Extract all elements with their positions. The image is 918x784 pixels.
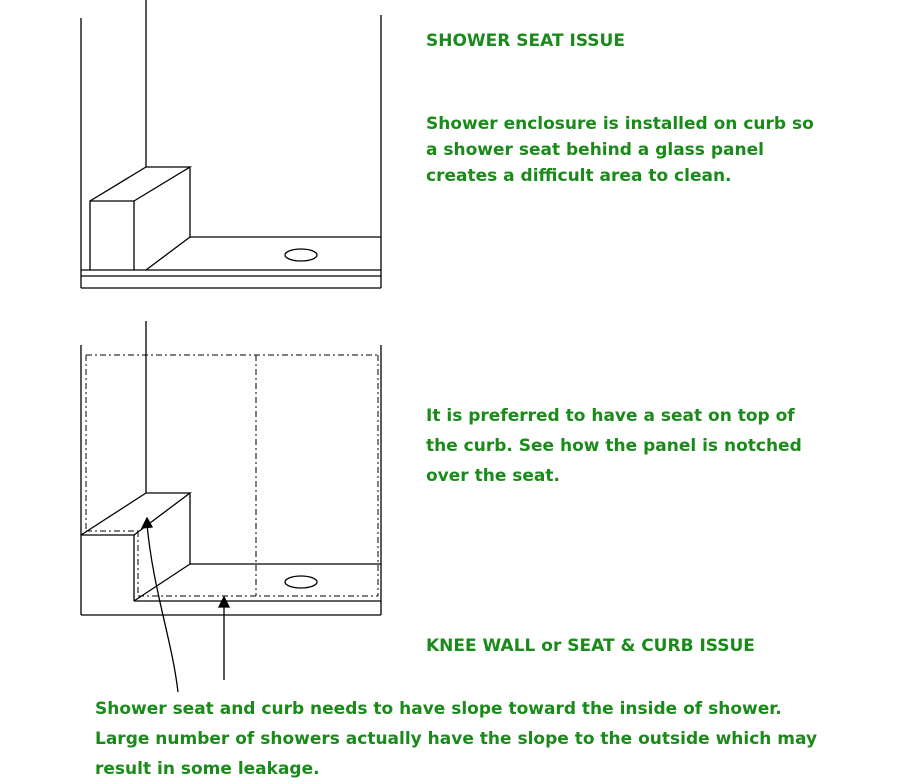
seat-slope-arrowhead — [142, 518, 152, 528]
preferred-seat-description — [426, 401, 802, 491]
description-line: a shower seat behind a glass panel — [426, 140, 764, 160]
slope-pointer-arrows — [142, 518, 229, 692]
note-line: result in some leakage. — [95, 759, 320, 779]
shower-seat-issue-title: SHOWER SEAT ISSUE — [426, 31, 625, 51]
description-line: creates a difficult area to clean. — [426, 166, 732, 186]
slope-footer-note — [95, 694, 817, 784]
note-line: Shower seat and curb needs to have slope toward the inside of shower. — [95, 699, 782, 719]
shower-seat-issue-description — [426, 111, 814, 189]
curb-slope-arrowhead — [219, 597, 229, 607]
description-line: It is preferred to have a seat on top of — [426, 406, 795, 426]
top-drain — [285, 249, 317, 261]
bottom-seat-top — [81, 493, 190, 535]
glass-panel-outlines — [86, 355, 378, 596]
note-line: Large number of showers actually have the slope to the outside which may — [95, 729, 818, 749]
description-line: Shower enclosure is installed on curb so — [426, 114, 814, 134]
description-line: the curb. See how the panel is notched — [426, 436, 802, 456]
top-floor-seat-edge — [146, 237, 190, 270]
bottom-drain — [285, 576, 317, 588]
top-seat-top — [90, 167, 190, 201]
seat-slope-arrow — [147, 524, 178, 692]
top-shower-drawing — [81, 0, 381, 288]
knee-wall-issue-title: KNEE WALL or SEAT & CURB ISSUE — [426, 636, 755, 656]
bottom-floor-seat-edge — [134, 564, 190, 601]
top-seat-front — [90, 201, 134, 270]
description-line: over the seat. — [426, 466, 560, 486]
bottom-shower-drawing — [81, 321, 381, 615]
